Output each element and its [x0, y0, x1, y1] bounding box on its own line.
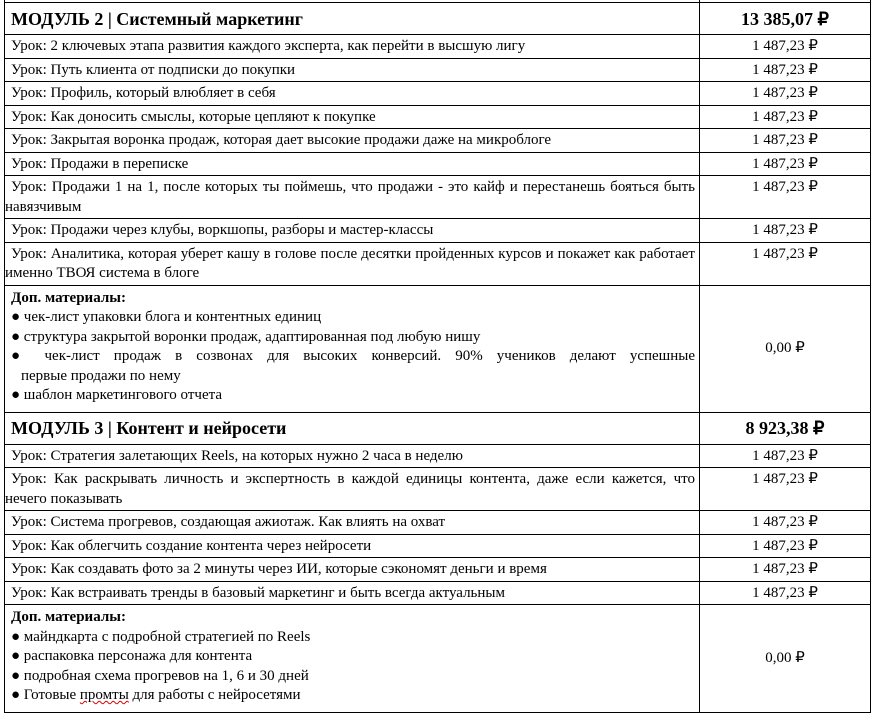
- module-price: 13 385,07 ₽: [700, 3, 871, 35]
- lesson-price: 1 487,23 ₽: [700, 129, 871, 153]
- lesson-price: 1 487,23 ₽: [700, 176, 871, 219]
- lesson-row: [5, 468, 871, 511]
- lesson-price: 1 487,23 ₽: [700, 152, 871, 176]
- material-item-continuation: первые продажи по нему: [21, 367, 181, 384]
- material-item: ● майндкарта с подробной стратегией по Reels: [11, 628, 311, 645]
- lesson-row: [5, 581, 871, 605]
- lesson-title: [5, 444, 700, 468]
- material-item: ● шаблон маркетингового отчета: [11, 387, 223, 403]
- lesson-price: 1 487,23 ₽: [700, 558, 871, 582]
- material-item: ● Готовые промты для работы с нейросетями: [11, 687, 301, 703]
- lesson-title: [5, 35, 700, 59]
- lesson-row: [5, 511, 871, 535]
- lesson-title: [5, 242, 700, 285]
- lesson-title-text: Урок: Как создавать фото за 2 минуты через ИИ, которые сэкономят деньги и время: [11, 561, 547, 577]
- lesson-title: [5, 129, 700, 153]
- material-item: ● чек-лист упаковки блога и контентных единиц: [11, 309, 322, 325]
- lesson-price: 1 487,23 ₽: [700, 35, 871, 59]
- lesson-title-text: Урок: Как раскрывать личность и экспертность в каждой единицы контента, даже если кажется, что нечего показывать: [5, 471, 695, 507]
- materials-cell: [5, 605, 700, 713]
- lesson-price: 1 487,23 ₽: [700, 219, 871, 243]
- lesson-row: [5, 242, 871, 285]
- lesson-title-text: Урок: Закрытая воронка продаж, которая дает высокие продажи даже на микроблоге: [11, 132, 552, 148]
- lesson-row: [5, 444, 871, 468]
- spellcheck-underline: промты: [79, 687, 129, 703]
- lesson-title-text: Урок: Путь клиента от подписки до покупки: [11, 61, 296, 78]
- lesson-row: [5, 129, 871, 153]
- module-header-row: [5, 3, 871, 35]
- lesson-row: [5, 35, 871, 59]
- lesson-row: [5, 82, 871, 106]
- lesson-title-text: Урок: Профиль, который влюбляет в себя: [11, 85, 276, 101]
- lesson-row: [5, 105, 871, 129]
- lesson-row: [5, 152, 871, 176]
- material-item: ● структура закрытой воронки продаж, адаптированная под любую нишу: [11, 328, 481, 345]
- lesson-title-text: Урок: Система прогревов, создающая ажиотаж. Как влиять на охват: [11, 514, 446, 530]
- lesson-price: 1 487,23 ₽: [700, 58, 871, 82]
- lesson-title: [5, 581, 700, 605]
- lesson-title: [5, 468, 700, 511]
- lesson-price: 1 487,23 ₽: [700, 242, 871, 285]
- lesson-title-text: Урок: Продажи 1 на 1, после которых ты поймешь, что продажи - это кайф и перестанешь бояться быть навязчивым: [5, 179, 695, 215]
- lesson-title: [5, 58, 700, 82]
- lesson-title: [5, 219, 700, 243]
- lesson-row: [5, 58, 871, 82]
- module-title: МОДУЛЬ 2 | Системный маркетинг: [5, 3, 700, 35]
- module-title: МОДУЛЬ 3 | Контент и нейросети: [5, 412, 700, 444]
- lesson-title-text: Урок: Как облегчить создание контента через нейросети: [11, 537, 372, 554]
- lesson-title-text: Урок: Стратегия залетающих Reels, на которых нужно 2 часа в неделю: [11, 447, 463, 464]
- lesson-price: 1 487,23 ₽: [700, 534, 871, 558]
- materials-title: Доп. материалы:: [11, 289, 126, 306]
- material-item: ● чек-лист продаж в созвонах для высоких конверсий. 90% учеников делают успешные: [11, 348, 695, 364]
- lesson-title-text: Урок: Продажи через клубы, воркшопы, разборы и мастер-классы: [11, 222, 434, 238]
- materials-price: 0,00 ₽: [700, 605, 871, 713]
- lesson-title-text: Урок: Аналитика, которая уберет кашу в голове после десятки пройденных курсов и покажет как работает именно ТВОЯ система в блоге: [5, 245, 695, 281]
- module-header-row: [5, 412, 871, 444]
- lesson-title-text: Урок: 2 ключевых этапа развития каждого эксперта, как перейти в высшую лигу: [11, 38, 526, 54]
- materials-row: [5, 285, 871, 412]
- lesson-title: [5, 534, 700, 558]
- materials-row: [5, 605, 871, 713]
- lesson-price: 1 487,23 ₽: [700, 82, 871, 106]
- materials-cell: [5, 285, 700, 412]
- lesson-price: 1 487,23 ₽: [700, 511, 871, 535]
- lesson-row: [5, 558, 871, 582]
- material-item: ● подробная схема прогревов на 1, 6 и 30 дней: [11, 667, 309, 684]
- material-item: ● распаковка персонажа для контента: [11, 648, 253, 664]
- lesson-title-text: Урок: Как доносить смыслы, которые цепляют к покупке: [11, 108, 376, 125]
- lesson-price: 1 487,23 ₽: [700, 581, 871, 605]
- lesson-title: [5, 152, 700, 176]
- lesson-row: [5, 219, 871, 243]
- lesson-price: 1 487,23 ₽: [700, 105, 871, 129]
- lesson-title: [5, 82, 700, 106]
- lesson-title-text: Урок: Продажи в переписке: [11, 155, 189, 172]
- lesson-title: [5, 511, 700, 535]
- price-table: [4, 0, 871, 713]
- lesson-title: [5, 105, 700, 129]
- lesson-price: 1 487,23 ₽: [700, 468, 871, 511]
- lesson-price: 1 487,23 ₽: [700, 444, 871, 468]
- materials-title: Доп. материалы:: [11, 609, 126, 625]
- lesson-row: [5, 534, 871, 558]
- materials-price: 0,00 ₽: [700, 285, 871, 412]
- lesson-title: [5, 176, 700, 219]
- lesson-row: [5, 176, 871, 219]
- module-price: 8 923,38 ₽: [700, 412, 871, 444]
- lesson-title: [5, 558, 700, 582]
- lesson-title-text: Урок: Как встраивать тренды в базовый маркетинг и быть всегда актуальным: [11, 584, 505, 601]
